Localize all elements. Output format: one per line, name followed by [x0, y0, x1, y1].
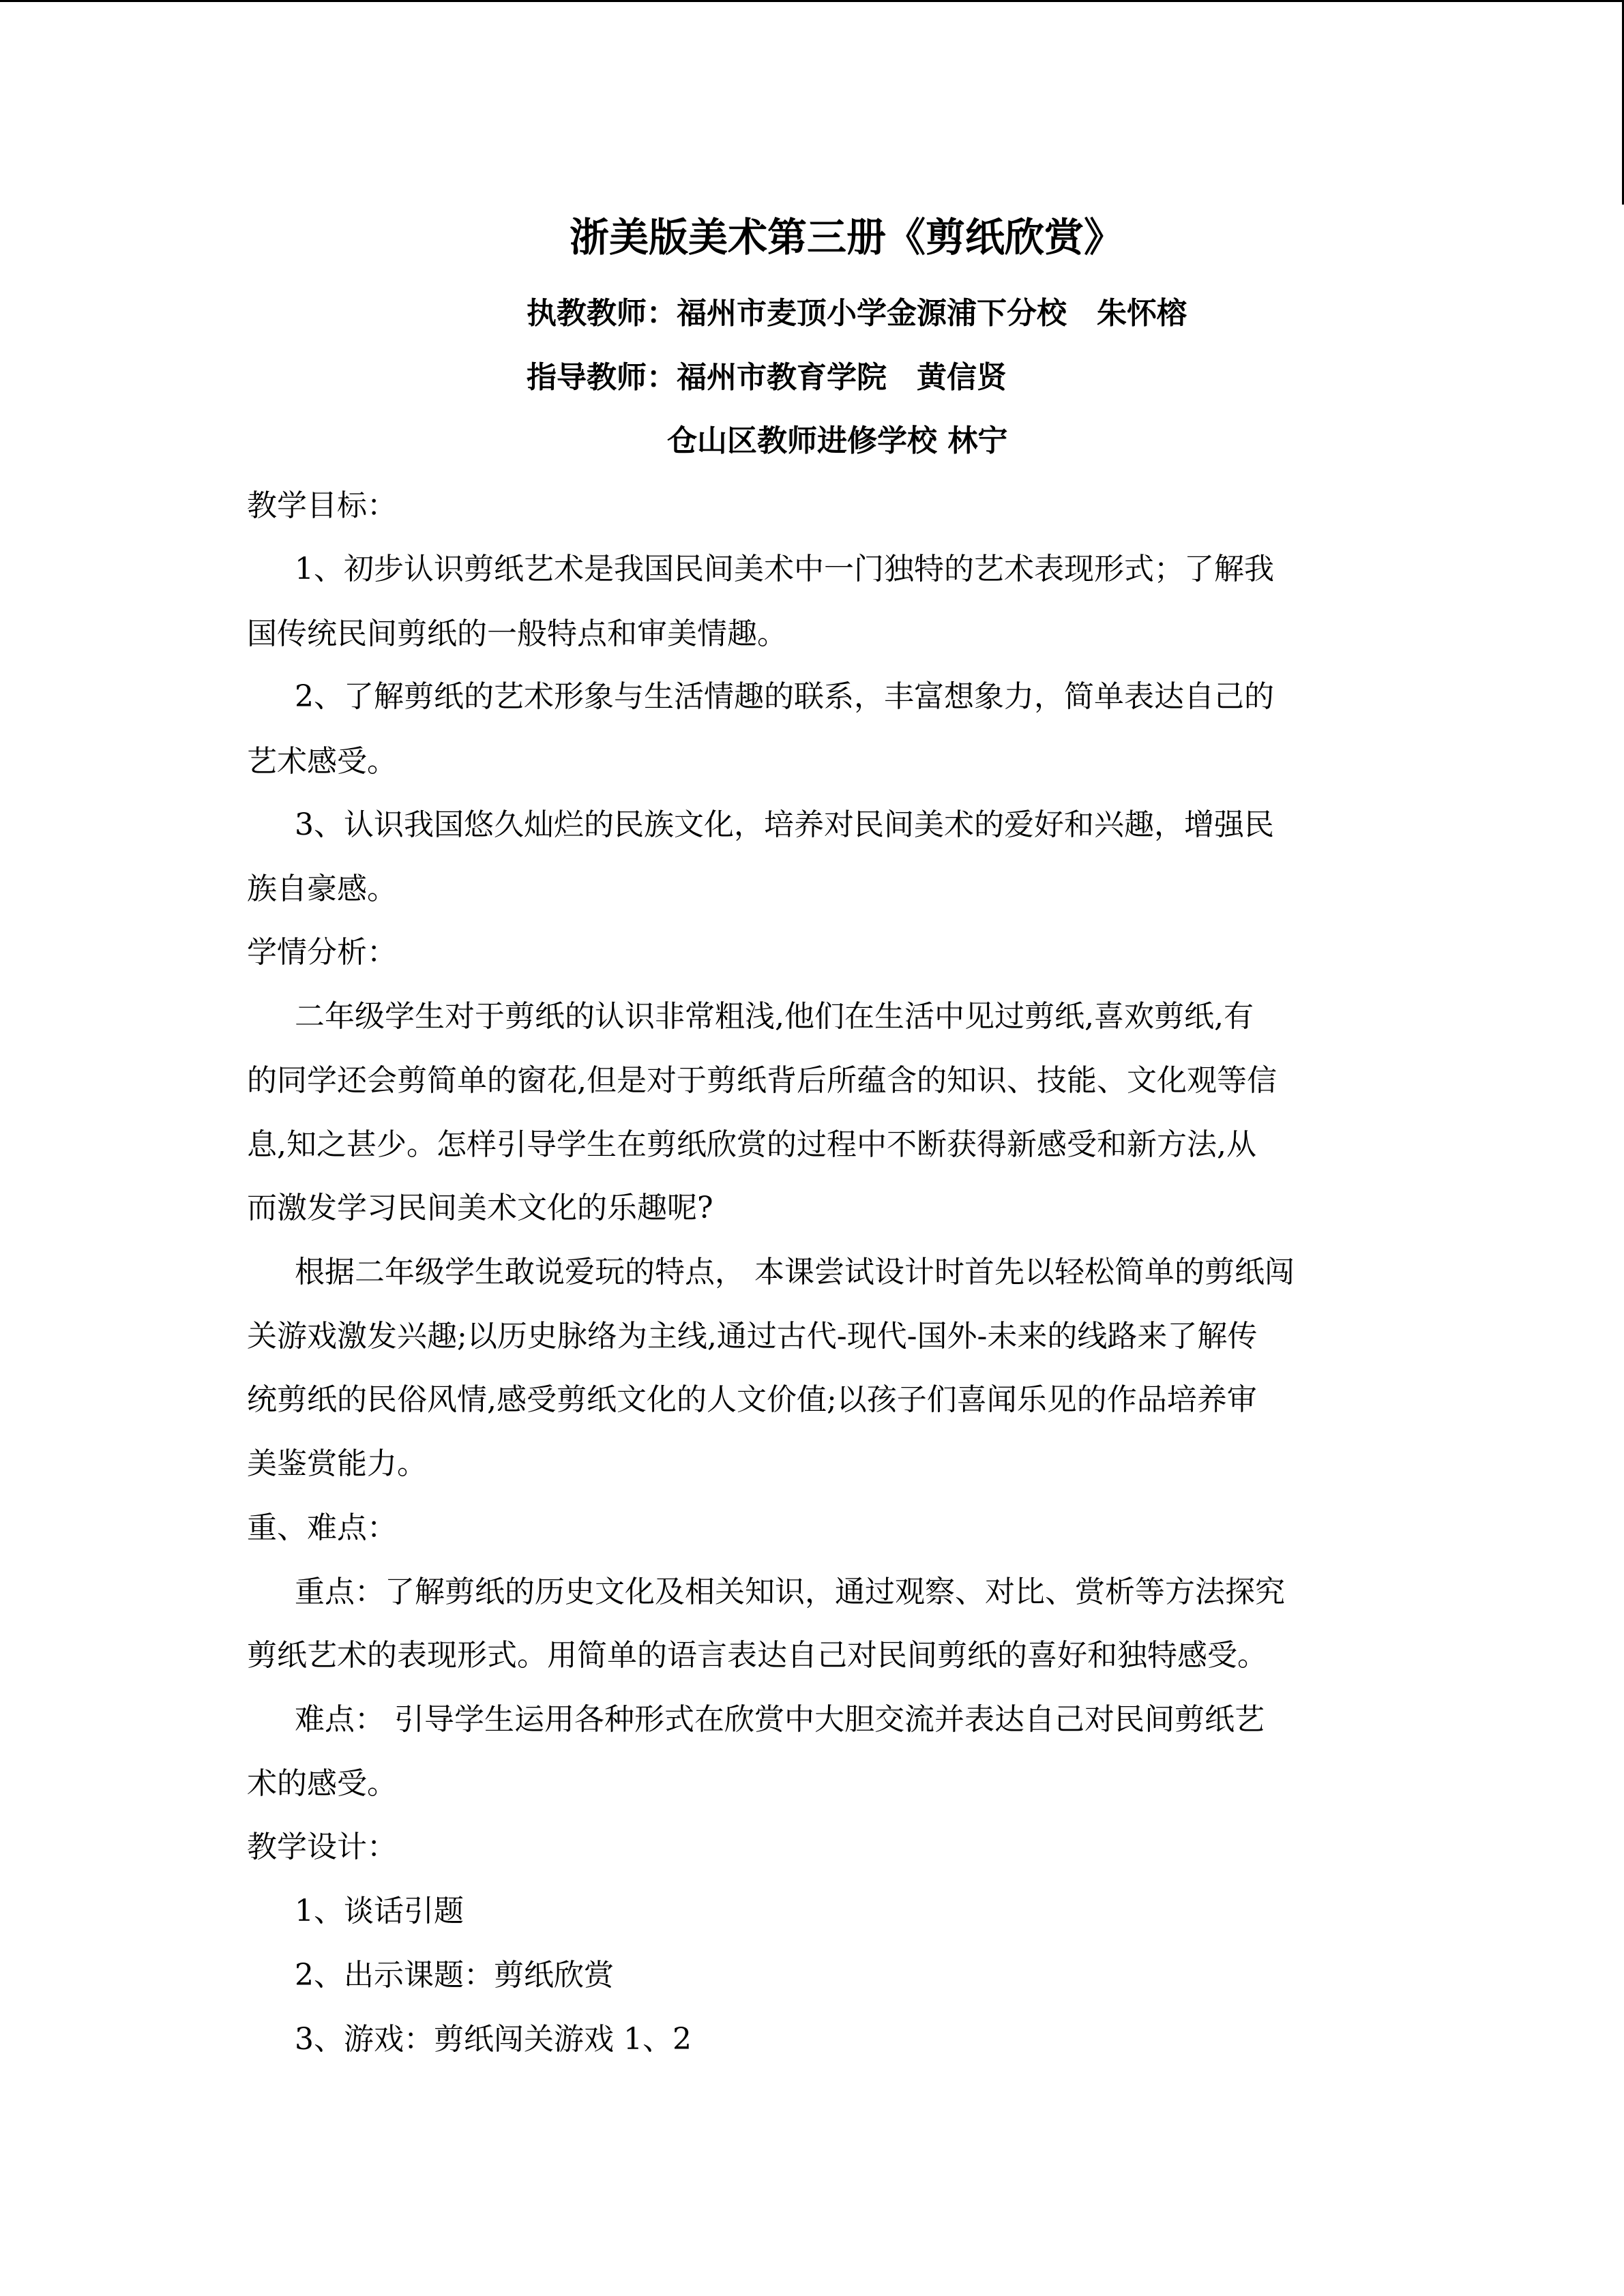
goal-3-line-2: 族自豪感。 — [247, 871, 397, 906]
goal-2-line-1: 2、了解剪纸的艺术形象与生活情趣的联系，丰富想象力，简单表达自己的 — [295, 679, 1274, 714]
analysis-p1-line-1: 二年级学生对于剪纸的认识非常粗浅,他们在生活中见过剪纸,喜欢剪纸,有 — [295, 999, 1254, 1034]
goals-heading: 教学目标： — [247, 488, 397, 523]
teacher-line: 执教教师：福州市麦顶小学金源浦下分校 朱怀榕 — [527, 296, 1187, 331]
design-step-3: 3、游戏：剪纸闯关游戏 1、2 — [295, 2022, 692, 2057]
analysis-p1-line-2: 的同学还会剪简单的窗花,但是对于剪纸背后所蕴含的知识、技能、文化观等信 — [247, 1063, 1277, 1098]
focus-line-2: 剪纸艺术的表现形式。用简单的语言表达自己对民间剪纸的喜好和独特感受。 — [247, 1638, 1267, 1673]
design-heading: 教学设计： — [247, 1830, 397, 1864]
analysis-p2-line-2: 关游戏激发兴趣;以历史脉络为主线,通过古代-现代-国外-未来的线路来了解传 — [247, 1319, 1258, 1354]
page-border-top — [0, 0, 1624, 2]
design-step-1: 1、谈话引题 — [295, 1894, 464, 1928]
analysis-p2-line-3: 统剪纸的民俗风情,感受剪纸文化的人文价值;以孩子们喜闻乐见的作品培养审 — [247, 1382, 1257, 1417]
focus-line-1: 重点：了解剪纸的历史文化及相关知识，通过观察、对比、赏析等方法探究 — [295, 1575, 1285, 1609]
advisor-line-2: 仓山区教师进修学校 林宁 — [667, 423, 1008, 458]
document-title: 浙美版美术第三册《剪纸欣赏》 — [570, 214, 1124, 260]
goal-1-line-2: 国传统民间剪纸的一般特点和审美情趣。 — [247, 616, 787, 651]
difficulty-line-2: 术的感受。 — [247, 1766, 397, 1801]
analysis-p1-line-4: 而激发学习民间美术文化的乐趣呢? — [247, 1191, 713, 1225]
analysis-p2-line-4: 美鉴赏能力。 — [247, 1446, 427, 1481]
analysis-heading: 学情分析： — [247, 935, 397, 970]
goal-3-line-1: 3、认识我国悠久灿烂的民族文化，培养对民间美术的爱好和兴趣，增强民 — [295, 807, 1274, 842]
design-step-2: 2、出示课题：剪纸欣赏 — [295, 1958, 614, 1993]
goal-1-line-1: 1、初步认识剪纸艺术是我国民间美术中一门独特的艺术表现形式；了解我 — [295, 552, 1274, 586]
difficulty-line-1: 难点： 引导学生运用各种形式在欣赏中大胆交流并表达自己对民间剪纸艺 — [295, 1702, 1265, 1737]
advisor-line-1: 指导教师：福州市教育学院 黄信贤 — [527, 360, 1007, 395]
key-points-heading: 重、难点： — [247, 1510, 397, 1545]
analysis-p1-line-3: 息,知之甚少。怎样引导学生在剪纸欣赏的过程中不断获得新感受和新方法,从 — [247, 1127, 1256, 1162]
goal-2-line-2: 艺术感受。 — [247, 744, 397, 779]
analysis-p2-line-1: 根据二年级学生敢说爱玩的特点， 本课尝试设计时首先以轻松简单的剪纸闯 — [295, 1255, 1295, 1289]
